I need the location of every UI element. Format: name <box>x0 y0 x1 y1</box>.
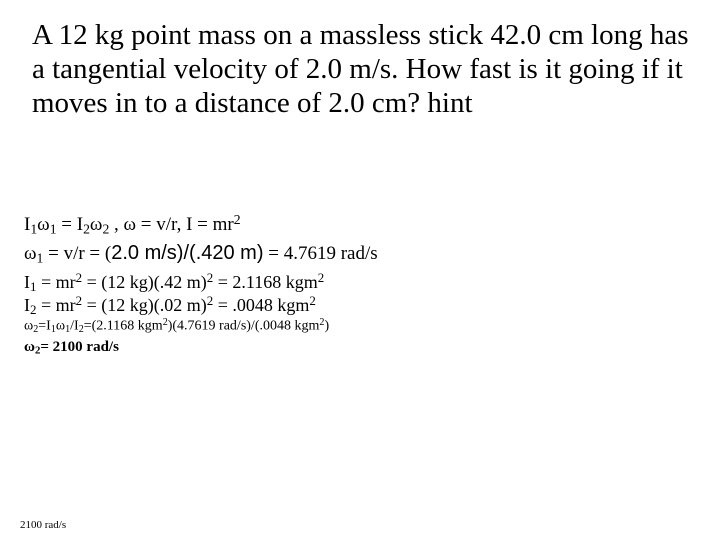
superscript: 2 <box>162 317 168 328</box>
superscript: 2 <box>317 270 325 285</box>
equation-text: =I <box>38 318 51 334</box>
equation-text: =(2.1168 kgm <box>83 318 163 334</box>
inertia-symbol: I <box>24 294 30 315</box>
subscript: 2 <box>33 324 39 336</box>
inertia2-equation <box>24 293 316 318</box>
equation-text: = .0048 kgm <box>213 294 310 315</box>
inertia-symbol: I <box>24 271 30 292</box>
subscript: 1 <box>65 324 71 336</box>
subscript: 2 <box>78 324 84 336</box>
subscript: 1 <box>30 279 37 295</box>
equation-text: = (12 kg)(.02 m) <box>82 294 207 315</box>
question-text: A 12 kg point mass on a massless stick 42.0 cm long has a tangential velocity of 2.0 m/s. How fast is it going if it moves in to a distance of 2.0 cm? hint <box>32 19 689 119</box>
inertia-symbol: I <box>24 214 31 236</box>
equation-text: )(4.7619 rad/s)/(.0048 kgm <box>167 318 320 334</box>
equation-text: = 4.7619 rad/s <box>263 243 378 264</box>
equation-text: = 2.1168 kgm <box>213 271 318 292</box>
equation-text: = mr <box>36 294 76 315</box>
superscript: 2 <box>75 270 83 285</box>
equation-text: = v/r = ( <box>43 243 112 264</box>
subscript: 1 <box>30 221 38 237</box>
omega-symbol: ω <box>24 339 35 355</box>
superscript: 2 <box>309 293 316 308</box>
omega-symbol: ω <box>24 318 34 334</box>
superscript: 2 <box>319 317 325 328</box>
omega-symbol: ω <box>37 214 50 236</box>
equation-text: 2.0 m/s)/(.420 m) <box>111 242 264 264</box>
equation-text: = I <box>56 214 84 236</box>
subscript: 1 <box>36 250 44 266</box>
conservation-equation <box>24 212 241 238</box>
superscript: 2 <box>75 293 83 308</box>
equation-text: , ω = v/r, I = mr <box>109 214 234 236</box>
omega1-equation <box>24 242 378 266</box>
superscript: 2 <box>206 293 214 308</box>
equation-text: /I <box>70 318 79 334</box>
subscript: 2 <box>102 221 110 237</box>
answer-text: = 2100 rad/s <box>40 339 119 355</box>
subscript: 1 <box>50 324 56 336</box>
superscript: 2 <box>206 270 214 285</box>
subscript: 1 <box>49 221 57 237</box>
subscript: 2 <box>34 344 41 357</box>
omega-symbol: ω <box>24 243 37 264</box>
equation-text: ) <box>324 318 330 334</box>
omega-symbol: ω <box>89 214 103 236</box>
equation-text: = mr <box>36 271 76 292</box>
omega-symbol: ω <box>55 318 66 334</box>
inertia1-equation <box>24 270 324 295</box>
subscript: 2 <box>30 302 37 318</box>
superscript: 2 <box>233 212 241 227</box>
equation-text: = (12 kg)(.42 m) <box>82 271 207 292</box>
omega2-formula <box>24 317 329 335</box>
footnote-answer: 2100 rad/s <box>20 519 67 531</box>
final-answer <box>24 339 119 357</box>
subscript: 2 <box>83 221 90 237</box>
